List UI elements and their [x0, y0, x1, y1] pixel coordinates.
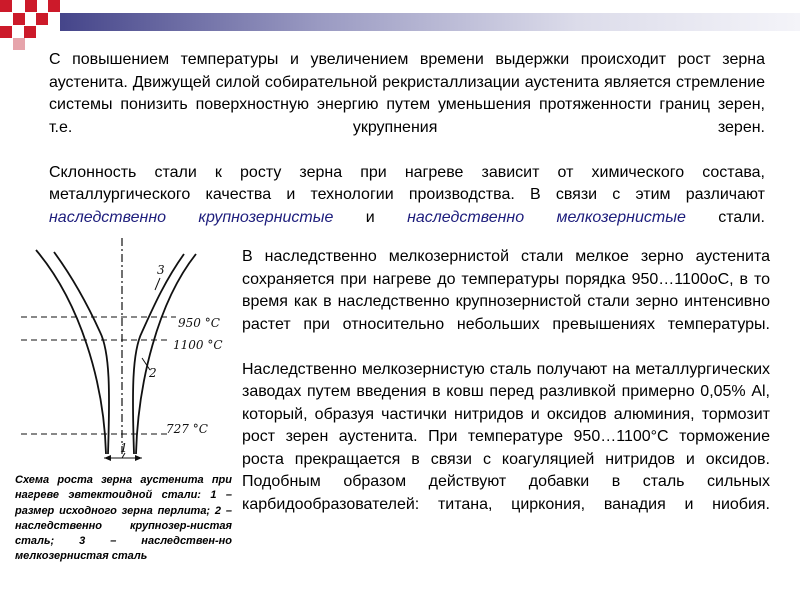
curve-3-label: 3 — [157, 263, 165, 277]
grain-growth-diagram — [18, 232, 236, 470]
right-column-text — [242, 246, 770, 539]
label-727: 727 °C — [166, 422, 208, 436]
curve-1-label: 1 — [120, 441, 128, 455]
dimension-arrow-left — [104, 455, 111, 461]
label-950: 950 °C — [178, 316, 220, 330]
label-1100: 1100 °C — [173, 338, 223, 352]
curve-2-left — [36, 250, 106, 454]
intro-paragraph-2-start: Склонность стали к росту зерна при нагреве зависит от химического состава, металлургического качества и технологии производства. В связи с этим различают — [49, 163, 765, 203]
curve-3-left — [54, 252, 109, 454]
right-paragraph-2: Наследственно мелкозернистую сталь получают на металлургических заводах путем введения в ковш перед разливкой примерно 0,05% Al, который, образуя частички нитридов и оксидов алюминия, тормозит рост зерен аустенита. При температуре 950…1100°С торможение роста прекращается в связи с коагуляцией нитридов и оксидов. Подобным образом действуют добавки в сталь сильных карбидообразователей: титана, циркония, ванадия и ниобия. — [242, 360, 770, 513]
leader-3 — [155, 278, 160, 290]
intro-paragraph-2-and: и — [333, 208, 408, 226]
term-coarse-grained: наследственно крупнозернистые — [49, 208, 334, 226]
right-paragraph-1: В наследственно мелкозернистой стали мелкое зерно аустенита сохраняется при нагреве до температуры порядка 950…1100оС, в то время как в наследственно крупнозернистой стали зерно интенсивно растет при относительно небольших превышениях температуры. — [242, 248, 770, 333]
header-checker-decoration — [0, 0, 60, 50]
intro-text — [49, 49, 765, 252]
dimension-arrow-right — [135, 455, 142, 461]
figure-caption: Схема роста зерна аустенита при нагреве эвтектоидной стали: 1 – размер исходного зерна перлита; 2 – наследственно крупнозер-нистая сталь; 3 – наследствен-но мелкозернистая сталь — [15, 474, 232, 563]
curve-2-label: 2 — [149, 366, 157, 380]
intro-paragraph-1: С повышением температуры и увеличением времени выдержки происходит рост зерна аустенита. Движущей силой собирательной рекристаллизации аустенита является стремление системы понизить поверхностную энергию путем уменьшения протяженности границ зерен, т.е. укрупнения зерен. — [49, 51, 765, 136]
term-fine-grained: наследственно мелкозернистые — [407, 208, 686, 226]
header-gradient-bar — [60, 13, 800, 31]
intro-paragraph-2-end: стали. — [685, 208, 765, 226]
